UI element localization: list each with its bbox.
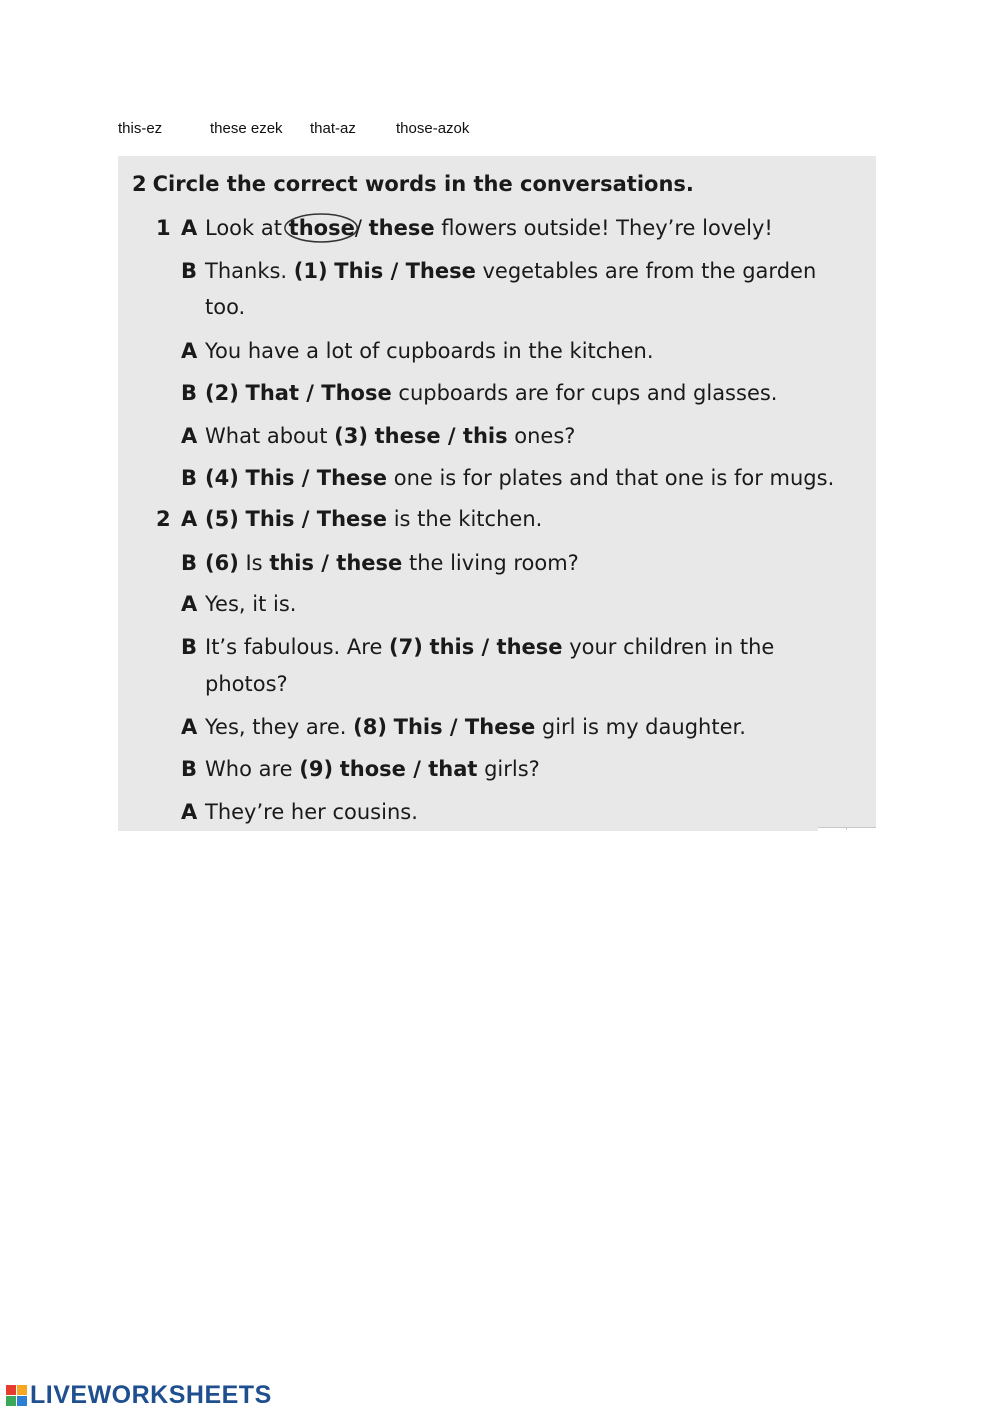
word-choice-option-1[interactable]: this — [429, 635, 475, 659]
option-separator: / — [405, 757, 429, 781]
exercise-title — [132, 172, 694, 196]
line-text: the living room? — [402, 551, 579, 575]
vocab-this: this-ez — [118, 120, 163, 137]
line-text: You have a lot of cupboards in the kitchen. — [205, 339, 654, 363]
liveworksheets-logo — [6, 1381, 272, 1409]
exercise-number: 2 — [132, 172, 147, 196]
dialogue-line — [181, 465, 834, 491]
word-choice-option-2[interactable]: that — [428, 757, 478, 781]
word-choice-option-2[interactable]: These — [405, 259, 476, 283]
dialogue-line — [181, 714, 746, 740]
speaker-label: B — [181, 551, 198, 575]
line-continuation: too. — [205, 295, 246, 319]
word-choice-option-1[interactable]: This — [393, 715, 443, 739]
dialogue-line — [181, 258, 816, 284]
line-text: What about — [205, 424, 335, 448]
logo-blocks-icon — [6, 1385, 27, 1406]
word-choice-option-1[interactable]: This — [334, 259, 384, 283]
option-separator: / — [440, 424, 463, 448]
line-text: They’re her cousins. — [205, 800, 418, 824]
line-text: one is for plates and that one is for mugs. — [387, 466, 835, 490]
circle-mark-icon — [283, 211, 359, 245]
option-separator: / — [442, 715, 465, 739]
line-text: Who are — [205, 757, 300, 781]
dialogue-line — [181, 338, 654, 364]
word-choice-option-2[interactable]: these — [336, 551, 403, 575]
gap-number: (2) — [205, 381, 239, 405]
vocab-that: that-az — [310, 120, 356, 137]
dialogue-line — [181, 380, 777, 406]
line-text: girls? — [477, 757, 540, 781]
dialogue-line — [181, 550, 579, 576]
gap-number: (8) — [353, 715, 387, 739]
word-choice-option-1[interactable]: those — [339, 757, 406, 781]
vocab-those: those-azok — [396, 120, 470, 137]
option-separator: / — [474, 635, 497, 659]
word-choice-option-1[interactable]: this — [269, 551, 314, 575]
line-text: your children in the — [562, 635, 775, 659]
speaker-label: A — [181, 339, 198, 363]
line-text: It’s fabulous. Are — [205, 635, 390, 659]
speaker-label: B — [181, 466, 198, 490]
word-choice-those[interactable]: those — [289, 215, 355, 241]
line-text: Is — [238, 551, 270, 575]
conversation-number: 1 — [156, 216, 171, 240]
word-choice-option-2[interactable]: this — [462, 424, 508, 448]
word-choice-option-1[interactable]: This — [245, 466, 295, 490]
word-choice-option-2[interactable]: these — [496, 635, 563, 659]
logo-text: LIVEWORKSHEETS — [30, 1380, 272, 1409]
gap-number: (3) — [334, 424, 368, 448]
dialogue-line — [181, 506, 542, 532]
dialogue-line — [181, 423, 575, 449]
speaker-label: B — [181, 635, 198, 659]
vocab-these: these ezek — [210, 120, 283, 137]
exercise-instruction: Circle the correct words in the conversations. — [152, 172, 694, 196]
speaker-label: A — [181, 424, 198, 448]
dialogue-line — [181, 634, 774, 660]
speaker-label: B — [181, 259, 198, 283]
line-text: vegetables are from the garden — [475, 259, 817, 283]
speaker-label: A — [181, 715, 198, 739]
speaker-label: B — [181, 381, 198, 405]
dialogue-line — [181, 756, 540, 782]
dialogue-line — [181, 215, 773, 241]
conversation-number: 2 — [156, 507, 171, 531]
speaker-label: A — [181, 592, 198, 616]
option-separator: / — [294, 466, 317, 490]
line-text: Look at — [205, 216, 289, 240]
dialogue-line — [181, 799, 418, 825]
word-choice-option-1[interactable]: these — [374, 424, 441, 448]
speaker-label: A — [181, 800, 198, 824]
word-choice-option-2[interactable]: Those — [321, 381, 392, 405]
line-text: Yes, it is. — [205, 592, 297, 616]
line-text: ones? — [507, 424, 576, 448]
panel-corner-mark — [818, 827, 876, 831]
option-separator: / — [314, 551, 337, 575]
gap-number: (7) — [389, 635, 423, 659]
option-separator: / — [354, 216, 369, 240]
gap-number: (5) — [205, 507, 239, 531]
line-text: flowers outside! They’re lovely! — [434, 216, 773, 240]
line-text: girl is my daughter. — [535, 715, 746, 739]
speaker-label: A — [181, 216, 198, 240]
word-choice-these[interactable]: these — [368, 216, 435, 240]
line-continuation: photos? — [205, 672, 288, 696]
line-text: is the kitchen. — [387, 507, 543, 531]
word-choice-option-1[interactable]: This — [245, 507, 295, 531]
speaker-label: B — [181, 757, 198, 781]
option-separator: / — [383, 259, 406, 283]
line-text: cupboards are for cups and glasses. — [391, 381, 778, 405]
word-choice-option-2[interactable]: These — [316, 507, 388, 531]
line-text: Thanks. — [205, 259, 294, 283]
gap-number: (4) — [205, 466, 239, 490]
option-separator: / — [298, 381, 322, 405]
gap-number: (1) — [293, 259, 328, 283]
word-choice-option-1[interactable]: That — [245, 381, 299, 405]
dialogue-line — [181, 591, 296, 617]
gap-number: (9) — [299, 757, 334, 781]
speaker-label: A — [181, 507, 198, 531]
word-choice-option-2[interactable]: These — [316, 466, 388, 490]
gap-number: (6) — [205, 551, 239, 575]
option-separator: / — [294, 507, 317, 531]
line-text: Yes, they are. — [205, 715, 354, 739]
exercise-panel — [118, 156, 876, 831]
word-choice-option-2[interactable]: These — [464, 715, 536, 739]
